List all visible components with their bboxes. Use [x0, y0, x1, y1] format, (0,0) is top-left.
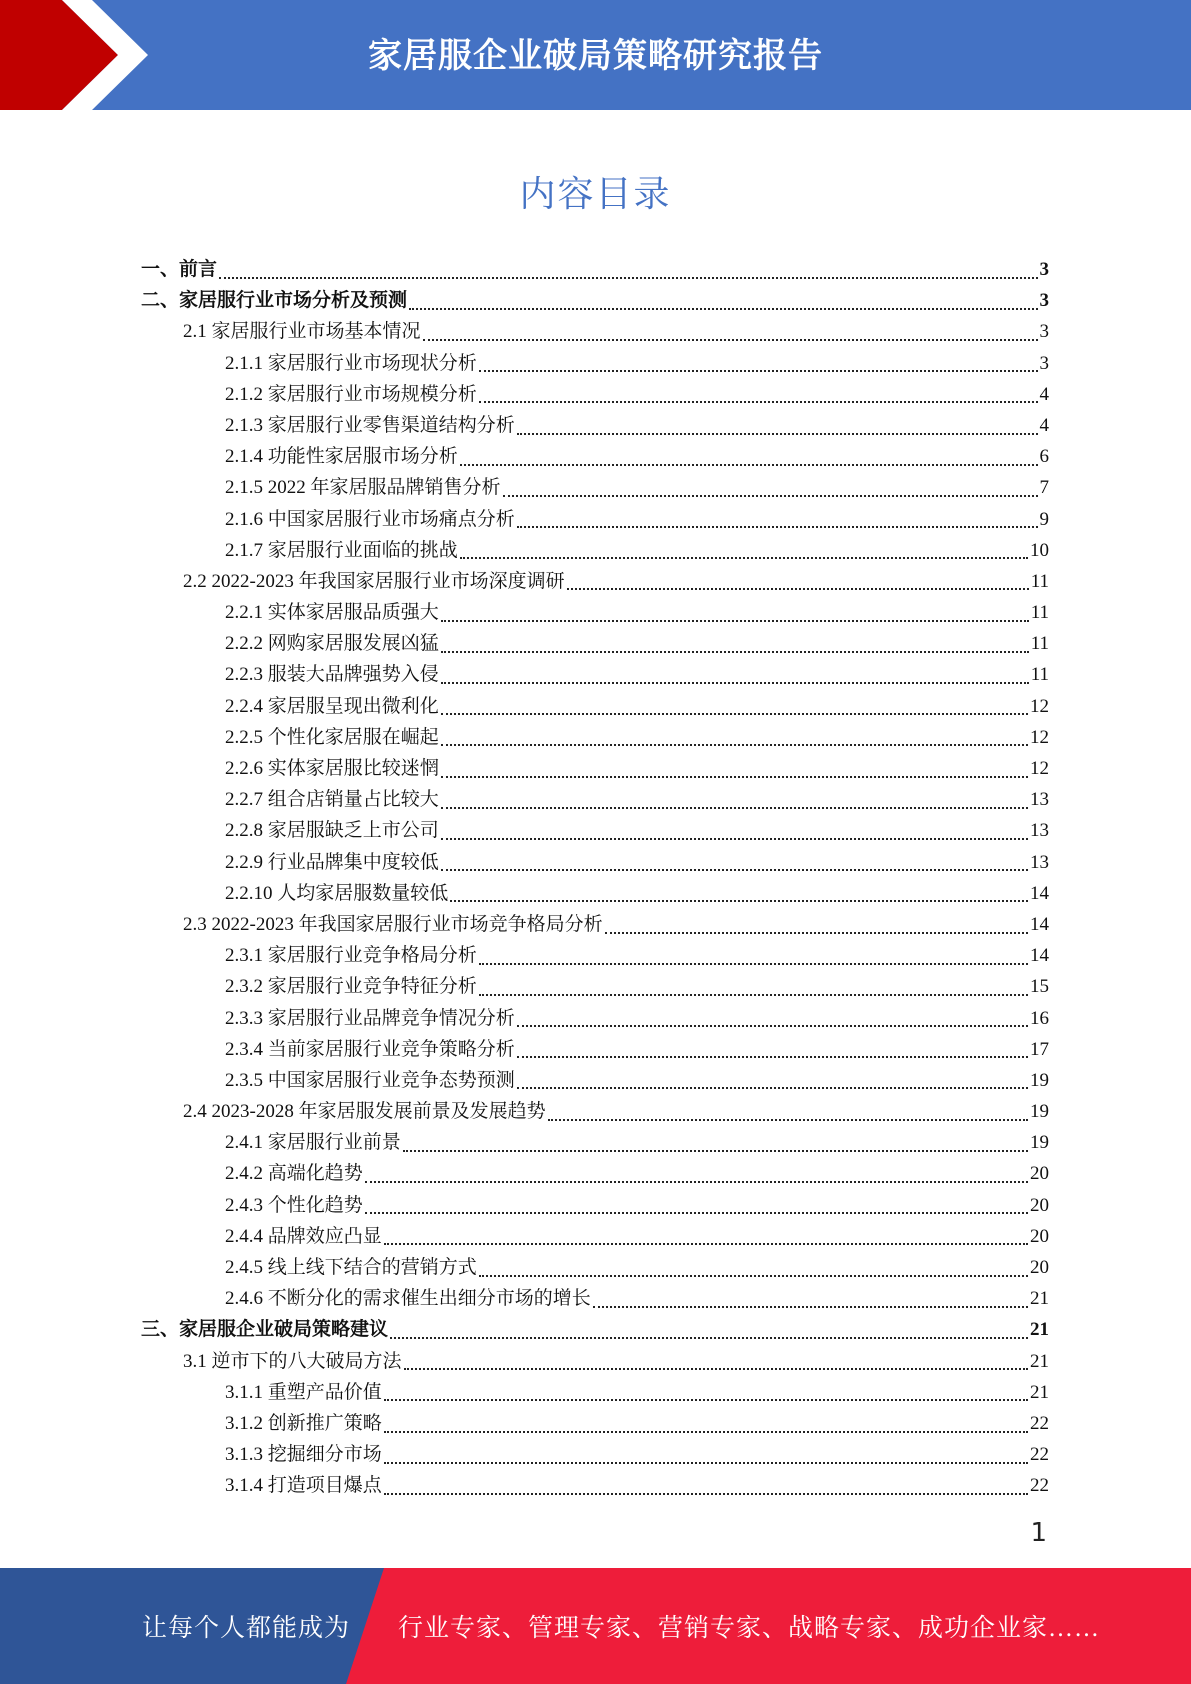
toc-heading: 内容目录: [519, 174, 672, 215]
toc-entry-page: 20: [1030, 1225, 1049, 1247]
toc-dot-leader: [384, 1493, 1028, 1495]
toc-dot-leader: [517, 1056, 1028, 1058]
toc-entry-page: 12: [1030, 695, 1049, 717]
toc-entry-title: 2.1.4 功能性家居服市场分析: [225, 446, 458, 468]
toc-dot-leader: [441, 651, 1029, 653]
toc-entry[interactable]: [141, 379, 1049, 410]
toc-entry-page: 4: [1039, 383, 1049, 405]
toc-entry-title: 2.3.1 家居服行业竞争格局分析: [225, 945, 477, 967]
toc-entry[interactable]: [141, 971, 1049, 1002]
toc-entry-page: 15: [1030, 976, 1049, 998]
toc-entry-page: 12: [1030, 726, 1049, 748]
toc-entry-title: 3.1 逆市下的八大破局方法: [183, 1350, 402, 1372]
footer-band: [0, 1568, 1191, 1684]
toc-entry[interactable]: [141, 784, 1049, 815]
toc-entry-title: 2.2.3 服装大品牌强势入侵: [225, 664, 439, 686]
toc-entry-page: 20: [1030, 1257, 1049, 1278]
toc-entry-page: 4: [1039, 414, 1049, 436]
toc-entry-title: 2.4.1 家居服行业前景: [225, 1132, 401, 1154]
toc-dot-leader: [441, 713, 1028, 715]
toc-entry-title: 2.3 2022-2023 年我国家居服行业市场竞争格局分析: [183, 913, 603, 935]
toc-entry[interactable]: [141, 1096, 1049, 1127]
toc-entry[interactable]: [141, 285, 1049, 316]
toc-entry-title: 2.2.7 组合店销量占比较大: [225, 789, 439, 811]
toc-entry[interactable]: [141, 659, 1049, 690]
toc-dot-leader: [441, 620, 1029, 622]
toc-entry-title: 2.1.5 2022 年家居服品牌销售分析: [225, 477, 501, 499]
toc-entry[interactable]: [141, 1003, 1049, 1034]
toc-dot-leader: [503, 495, 1038, 497]
toc-entry-page: 22: [1030, 1475, 1049, 1497]
toc-entry-page: 12: [1030, 758, 1049, 779]
toc-entry[interactable]: [141, 1470, 1049, 1501]
toc-entry-page: 7: [1039, 477, 1049, 499]
toc-dot-leader: [479, 963, 1028, 965]
toc-dot-leader: [479, 994, 1028, 996]
toc-entry[interactable]: [141, 316, 1049, 347]
toc-entry[interactable]: [141, 1346, 1049, 1377]
toc-entry[interactable]: [141, 535, 1049, 566]
toc-dot-leader: [423, 339, 1038, 341]
toc-entry[interactable]: [141, 1034, 1049, 1065]
toc-entry-page: 3: [1039, 352, 1049, 374]
toc-entry-title: 2.2.1 实体家居服品质强大: [225, 602, 439, 624]
toc-entry-title: 2.1.2 家居服行业市场规模分析: [225, 383, 477, 405]
toc-entry-page: 9: [1039, 508, 1049, 530]
toc-entry-title: 2.1 家居服行业市场基本情况: [183, 321, 421, 343]
toc-entry[interactable]: [141, 1314, 1049, 1345]
toc-dot-leader: [403, 1150, 1028, 1152]
toc-entry-title: 2.1.1 家居服行业市场现状分析: [225, 352, 477, 374]
toc-dot-leader: [460, 557, 1028, 559]
toc-entry[interactable]: [141, 1221, 1049, 1252]
toc-dot-leader: [479, 370, 1038, 372]
toc-dot-leader: [441, 744, 1028, 746]
toc-entry-page: 22: [1030, 1444, 1049, 1466]
toc-entry[interactable]: [141, 691, 1049, 722]
toc-entry[interactable]: [141, 566, 1049, 597]
toc-entry[interactable]: [141, 1065, 1049, 1096]
toc-entry[interactable]: [141, 504, 1049, 535]
toc-entry-title: 2.2.2 网购家居服发展凶猛: [225, 633, 439, 655]
toc-entry-title: 2.1.7 家居服行业面临的挑战: [225, 539, 458, 561]
toc-entry-page: 13: [1030, 789, 1049, 811]
toc-entry-page: 16: [1030, 1007, 1049, 1029]
toc-dot-leader: [441, 807, 1028, 809]
toc-dot-leader: [479, 1275, 1028, 1277]
toc-entry-page: 20: [1030, 1194, 1049, 1216]
toc-entry[interactable]: [141, 815, 1049, 846]
toc-dot-leader: [384, 1399, 1028, 1401]
toc-entry-title: 2.2.8 家居服缺乏上市公司: [225, 820, 439, 842]
footer-slogan-left: 让每个人都能成为: [142, 1615, 351, 1642]
toc-entry-page: 17: [1030, 1038, 1049, 1060]
toc-dot-leader: [441, 682, 1029, 684]
toc-dot-leader: [593, 1306, 1028, 1308]
toc-entry-title: 2.2.4 家居服呈现出微利化: [225, 695, 439, 717]
toc-entry-page: 19: [1030, 1101, 1049, 1123]
toc-dot-leader: [517, 526, 1038, 528]
toc-entry-page: 13: [1030, 820, 1049, 842]
toc-entry-title: 一、前言: [141, 259, 218, 280]
toc-entry-title: 3.1.1 重塑产品价值: [225, 1381, 382, 1403]
report-title: 家居服企业破局策略研究报告: [368, 36, 823, 76]
toc-entry-page: 6: [1039, 446, 1049, 468]
toc-entry-page: 22: [1030, 1412, 1049, 1434]
toc-entry[interactable]: [141, 1127, 1049, 1158]
toc-entry-title: 3.1.4 打造项目爆点: [225, 1475, 382, 1497]
toc-dot-leader: [365, 1212, 1028, 1214]
toc-entry-title: 二、家居服行业市场分析及预测: [141, 290, 408, 312]
toc-entry[interactable]: [141, 628, 1049, 659]
toc-entry-title: 2.4 2023-2028 年家居服发展前景及发展趋势: [183, 1101, 546, 1123]
toc-entry[interactable]: [141, 1283, 1049, 1314]
toc-entry-page: 11: [1030, 664, 1049, 686]
toc-entry-page: 19: [1030, 1132, 1049, 1154]
toc-dot-leader: [567, 588, 1029, 590]
toc-entry-page: 21: [1030, 1350, 1049, 1372]
toc-entry-title: 2.1.6 中国家居服行业市场痛点分析: [225, 508, 515, 530]
toc-entry-title: 2.2.6 实体家居服比较迷惘: [225, 758, 439, 779]
header-band: [0, 0, 1191, 110]
toc-entry-page: 14: [1030, 913, 1049, 935]
toc-entry-page: 21: [1030, 1288, 1049, 1310]
toc-entry-page: 11: [1030, 633, 1049, 655]
toc-entry-page: 21: [1030, 1319, 1049, 1341]
toc-entry[interactable]: [141, 472, 1049, 503]
toc-entry-title: 2.1.3 家居服行业零售渠道结构分析: [225, 414, 515, 436]
toc-dot-leader: [517, 1025, 1028, 1027]
toc-dot-leader: [460, 464, 1038, 466]
toc-entry-title: 2.3.4 当前家居服行业竞争策略分析: [225, 1038, 515, 1060]
toc-entry-title: 2.2.5 个性化家居服在崛起: [225, 726, 439, 748]
footer-slogan-right: 行业专家、管理专家、营销专家、战略专家、成功企业家……: [398, 1615, 1101, 1642]
toc-entry-title: 2.3.2 家居服行业竞争特征分析: [225, 976, 477, 998]
toc-entry-title: 2.2 2022-2023 年我国家居服行业市场深度调研: [183, 570, 565, 592]
toc-entry-page: 14: [1030, 882, 1049, 904]
toc-entry[interactable]: [141, 940, 1049, 971]
toc-entry[interactable]: [141, 722, 1049, 753]
toc-entry[interactable]: [141, 1190, 1049, 1221]
toc-entry[interactable]: [141, 441, 1049, 472]
toc-entry-title: 2.4.6 不断分化的需求催生出细分市场的增长: [225, 1288, 591, 1310]
toc-dot-leader: [517, 433, 1038, 435]
toc-dot-leader: [548, 1119, 1028, 1121]
toc-entry-title: 2.3.5 中国家居服行业竞争态势预测: [225, 1069, 515, 1091]
toc-entry[interactable]: [141, 1439, 1049, 1470]
toc-entry[interactable]: [141, 1408, 1049, 1439]
toc-dot-leader: [384, 1431, 1028, 1433]
toc-entry[interactable]: [141, 410, 1049, 441]
toc-entry-page: 11: [1030, 602, 1049, 624]
toc-entry[interactable]: [141, 254, 1049, 285]
toc-entry-page: 10: [1030, 539, 1049, 561]
toc-entry-title: 2.4.4 品牌效应凸显: [225, 1225, 382, 1247]
toc-entry[interactable]: [141, 1252, 1049, 1283]
toc-dot-leader: [409, 308, 1037, 310]
toc-entry-page: 11: [1030, 570, 1049, 592]
toc-entry-page: 21: [1030, 1381, 1049, 1403]
toc-dot-leader: [441, 869, 1028, 871]
toc-entry-page: 3: [1039, 321, 1049, 343]
toc-entry[interactable]: [141, 878, 1049, 909]
toc-entry-page: 14: [1030, 945, 1049, 967]
toc-entry[interactable]: [141, 753, 1049, 784]
toc-dot-leader: [365, 1181, 1028, 1183]
toc-entry[interactable]: [141, 1377, 1049, 1408]
toc-entry[interactable]: [141, 348, 1049, 379]
toc-dot-leader: [517, 1087, 1028, 1089]
toc-dot-leader: [404, 1368, 1028, 1370]
toc-dot-leader: [441, 776, 1028, 778]
toc-dot-leader: [479, 401, 1038, 403]
toc-entry-page: 3: [1039, 259, 1049, 280]
toc-entry-page: 19: [1030, 1069, 1049, 1091]
toc-dot-leader: [384, 1462, 1028, 1464]
toc-dot-leader: [441, 838, 1028, 840]
toc-entry-title: 3.1.2 创新推广策略: [225, 1412, 382, 1434]
toc-entry[interactable]: [141, 909, 1049, 940]
toc-entry-page: 13: [1030, 851, 1049, 873]
toc-entry-title: 2.4.5 线上线下结合的营销方式: [225, 1257, 477, 1278]
toc-entry-title: 3.1.3 挖掘细分市场: [225, 1444, 382, 1466]
toc-dot-leader: [450, 900, 1028, 902]
toc-dot-leader: [384, 1243, 1028, 1245]
toc-dot-leader: [219, 277, 1037, 279]
toc-entry[interactable]: [141, 847, 1049, 878]
toc-entry-page: 20: [1030, 1163, 1049, 1185]
page-number: 1: [1030, 1518, 1047, 1548]
toc-dot-leader: [390, 1337, 1028, 1339]
toc-entry-page: 3: [1039, 290, 1049, 312]
toc-entry-title: 2.2.9 行业品牌集中度较低: [225, 851, 439, 873]
toc-dot-leader: [605, 932, 1028, 934]
table-of-contents: [141, 254, 1049, 1502]
toc-entry[interactable]: [141, 597, 1049, 628]
toc-entry-title: 2.4.3 个性化趋势: [225, 1194, 363, 1216]
toc-entry-title: 2.2.10 人均家居服数量较低: [225, 882, 449, 904]
toc-entry-title: 2.4.2 高端化趋势: [225, 1163, 363, 1185]
toc-entry[interactable]: [141, 1158, 1049, 1189]
toc-entry-title: 2.3.3 家居服行业品牌竞争情况分析: [225, 1007, 515, 1029]
toc-entry-title: 三、家居服企业破局策略建议: [141, 1319, 389, 1341]
